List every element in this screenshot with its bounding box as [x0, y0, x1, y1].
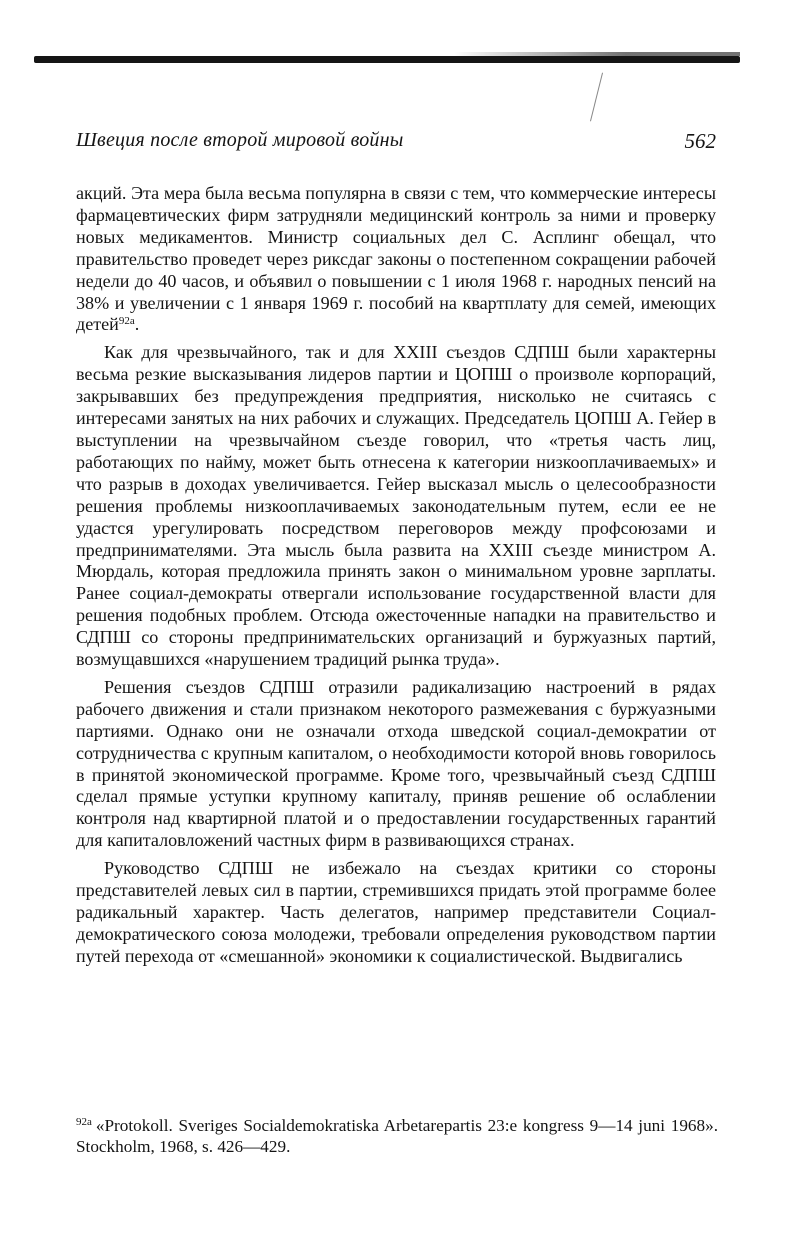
footnote [76, 1115, 718, 1157]
top-rule [34, 56, 740, 63]
paragraph-1-text: акций. Эта мера была весьма популярна в связи с тем, что коммерческие интересы фармацевтических фирм затрудняли медицинский контроль за ними и проверку новых медикаментов. Министр социальных дел С. Асплинг обещал, что правительство проведет через риксдаг законы о постепенном сокращении рабочей недели до 40 часов, и объявил о повышении с 1 июля 1968 г. народных пенсий на 38% и увеличении с 1 января 1969 г. пособий на квартплату для семей, имеющих детей [76, 183, 716, 335]
running-head: Швеция после второй мировой войны [76, 129, 404, 151]
body-text [76, 183, 716, 968]
paragraph-2: Как для чрезвычайного, так и для XXIII съездов СДПШ были характерны весьма резкие высказывания лидеров партии и ЦОПШ о произволе корпораций, закрывавших без предупреждения предприятия, нисколько не считаясь с интересами занятых на них рабочих и служащих. Председатель ЦОПШ А. Гейер в выступлении на чрезвычайном съезде говорил, что «третья часть лиц, работающих по найму, может быть отнесена к категории низкооплачиваемых» и что разрыв в доходах увеличивается. Гейер высказал мысль о целесообразности решения проблемы низкооплачиваемых законодательным путем, если ее не удастся урегулировать посредством переговоров между профсоюзами и предпринимателями. Эта мысль была развита на XXIII съезде министром А. Мюрдаль, которая предложила принять закон о минимальном уровне зарплаты. Ранее социал-демократы отвергали использование государственной власти для решения подобных проблем. Отсюда ожесточенные нападки на правительство и СДПШ со стороны предпринимательских организаций и буржуазных партий, возмущавшихся «нарушением традиций рынка труда». [76, 342, 716, 670]
paragraph-1-tail: . [134, 314, 140, 335]
paragraph-4: Руководство СДПШ не избежало на съездах критики со стороны представителей левых сил в партии, стремившихся придать этой программе более радикальный характер. Часть делегатов, например представители Социал-демократического союза молодежи, требовали определения руководством партии путей перехода от «смешанной» экономики к социалистической. Выдвигались [76, 858, 716, 966]
paragraph-3: Решения съездов СДПШ отразили радикализацию настроений в рядах рабочего движения и стали признаком некоторого размежевания с буржуазными партиями. Однако они не означали отхода шведской социал-демократии от сотрудничества с крупным капиталом, о необходимости которой вновь говорилось в принятой экономической программе. Кроме того, чрезвычайный съезд СДПШ сделал прямые уступки крупному капиталу, приняв решение об ослаблении контроля над квартирной платой и о предоставлении государственных гарантий для капиталовложений частных фирм в развивающихся странах. [76, 676, 716, 851]
paragraph-1 [76, 183, 716, 336]
footnote-mark: 92а [76, 1116, 92, 1128]
footnote-ref: 92а [118, 315, 135, 328]
footnote-text: «Protokoll. Sveriges Socialdemokratiska Arbetarepartis 23:e kongress 9—14 juni 1968». Stockholm, 1968, s. 426—429. [76, 1116, 718, 1156]
page-number: 562 [684, 129, 716, 153]
scratch-mark [590, 73, 603, 122]
